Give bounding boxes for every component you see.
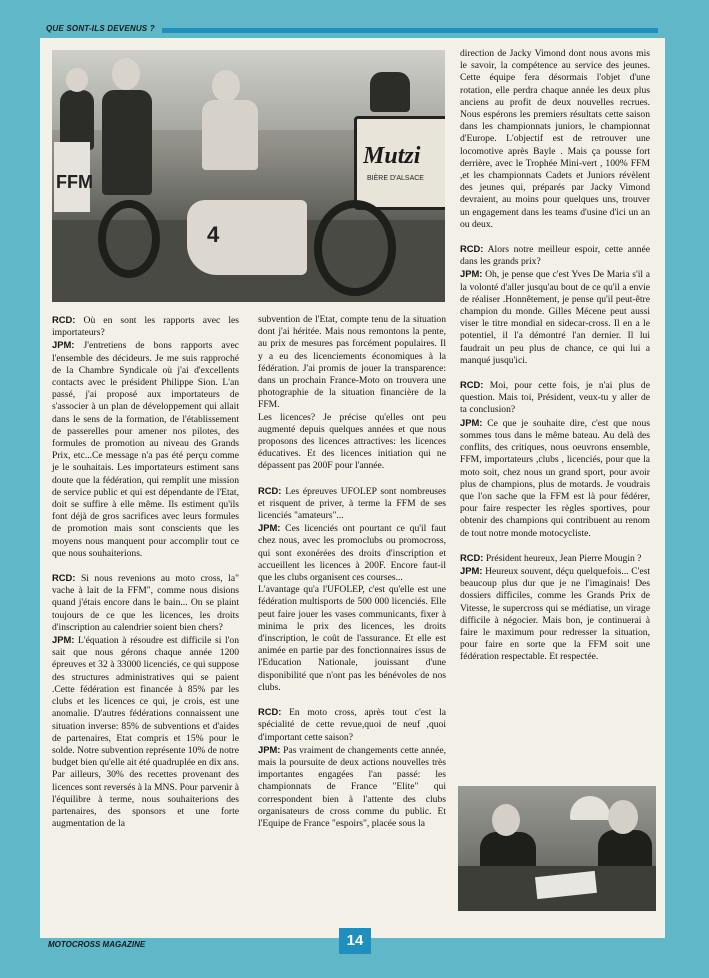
speaker-label: JPM: [52,339,75,351]
text-column-3 [460,48,650,676]
speaker-label: JPM: [460,564,483,576]
speaker-label: RCD: [52,314,76,325]
front-wheel [98,200,160,278]
speaker-label: RCD: [460,379,484,391]
spectator-head [66,68,88,92]
paragraph [460,379,650,417]
speaker-label: RCD: [52,572,76,584]
paragraph-text: Moi, pour cette fois, je n'ai plus de question. Mais toi, Président, veux-tu y aller de ta conclusion? [460,380,650,416]
paragraph [52,339,239,560]
passenger-figure [202,100,258,170]
paragraph-text: Les épreuves UFOLEP sont nombreuses et risquent de priver, à terme la FFM de ses licenciés "amateurs"... [258,485,446,522]
speaker-label: JPM: [460,268,483,280]
paragraph [460,268,650,367]
paragraph-text: Où en sont les rapports avec les importateurs? [52,315,239,339]
speaker-label: JPM: [258,743,281,755]
paragraph [258,522,446,694]
sidecar-body [187,200,307,275]
paragraph [52,634,239,830]
paragraph-text: Si nous revenions au moto cross, la" vache à lait de la FFM", comme nous disions quand j'étais encore dans le bain... On se plaint toujours de ce que les licences, les droits d'inscription au calendrier soient bien chers? [52,573,240,633]
office-photo [458,786,656,911]
sidecar-number: 4 [207,222,220,247]
paragraph-text: Ce que je souhaite dire, c'est que nous sommes tous dans le même bateau. Au delà des conflits, des critiques, nous oeuvrons ensemble, FFM, importateurs ,clubs , licenciés, pour que la moto soit, chez nous un grand sport, pour avoir plus de champions, plus de motards. Je voudrais que l'on sache que la FFM est là pour fédérer, pour faire respecter les règles sportives, pour obtenir des champions qui contribuent au renom de tout notre monde motocycliste. [460,417,650,539]
paragraph [460,243,650,268]
section-title: QUE SONT-ILS DEVENUS ? [46,24,155,33]
paragraph-text: Ces licenciés ont pourtant ce qu'il faut chez nous, avec les promoclubs ou promocross, qui sont exonérées des droits d'inscription et accueillent les licences à 200F. Encore faut-il que les clubs organisent ces courses... L'avantage qu'a l'UFOLEP, c'est qu'elle est une fédération multisports de 500 000 licenciés. Elle peut faire jouer les vases communicants, fixer à minima le prix des licences, les droits d'inscription, le coût de l'assurance. Et elle est animée en partie par des fonctionnaires issus de l'Education Nationale, jouissant d'une disponibilité que n'ont pas les bénévoles de nos clubs. [258,523,446,693]
magazine-name: MOTOCROSS MAGAZINE [48,940,146,949]
man-right-head [608,800,638,834]
page-number: 14 [339,928,371,954]
magazine-page [40,38,665,938]
speaker-label: JPM: [52,634,75,646]
text-column-1 [52,314,239,842]
ffm-banner-text: FFM [56,172,93,192]
paragraph [460,552,650,565]
sidecar-photo [52,50,445,302]
text-column-2 [258,314,446,842]
page-header [46,24,658,38]
speaker-label: RCD: [460,551,484,563]
paragraph [460,48,650,231]
paragraph [460,565,650,664]
background-figure [370,72,410,112]
paragraph [258,706,446,744]
rider-head [112,58,140,90]
paragraph [460,417,650,540]
paragraph-text: subvention de l'Etat, compte tenu de la situation dont j'ai héritée. Mais nous remontons la pente, au prix de mesures pas forcément populaires. Il y a eu des licenciements économiques à la fédération. J'ai promis de jouer la transparence: dans un prochain France-Moto on trouvera une photographie de la situation financière de la FFM. Les licences? Je précise qu'elles ont peu augmenté depuis quelques années et que nous proposons des licences attractives: les licences éducatives. Et des licences initiation qui ne dépassent pas 200F pour l'année. [258,314,446,472]
desk-lamp [570,796,610,820]
paragraph [258,485,446,523]
rider-figure [102,90,152,195]
speaker-label: RCD: [460,243,484,255]
paragraph-text: J'entretiens de bons rapports avec l'ensemble des décideurs. Je me suis rapproché de la Chambre Syndicale où j'ai d'excellents contacts avec le président Philippe Sion. L'an passé, j'ai proposé aux importateurs de s'associer à un plan de développement qui allait dans le sens de la formation, de l'établissement de passerelles pour amener nos pilotes, des formules de promotion au niveau des Grands Prix, etc...Ce message n'a pas été perçu comme je le souhaitais. Les importateurs estiment sans doute que la fédération, qui remplit une mission de service public et qui est dépendante de l'Etat, doit se suffire à elle même. Ils estiment qu'ils font déjà de gros sacrifices avec leurs formules de promotion mais sont conscients que les moyens nous manquent pour accomplir tout ce que nous souhaiterions. [52,340,239,559]
paragraph-text: Alors notre meilleur espoir, cette année dans les grands prix? [460,244,650,268]
paragraph-text: Président heureux, Jean Pierre Mougin ? [485,552,642,564]
rear-wheel [314,200,396,296]
speaker-label: RCD: [258,484,282,496]
speaker-label: JPM: [258,522,281,534]
sponsor-sign [354,116,445,210]
paragraph-text: Heureux souvent, déçu quelquefois... C'est beaucoup plus dur que je ne l'imaginais! Des dossiers difficiles, comme les Grands Prix de Vitesse, le supercross qui se médiatise, un virage difficile à négocier. Mais bon, je continuerai à faire le maximum pour redresser la situation, pour faire en sorte que la FFM soit une fédération respectable. Et respectée. [460,565,651,663]
ffm-banner [54,142,93,212]
passenger-head [212,70,240,102]
spectator-figure [60,90,94,150]
sign-subtitle: BIÈRE D'ALSACE [367,175,424,182]
speaker-label: JPM: [460,416,483,428]
paragraph-text: En moto cross, après tout c'est la spécialité de cette revue,quoi de neuf ,quoi d'important cette saison? [258,707,446,743]
paragraph [52,572,239,634]
man-left-head [492,804,520,836]
header-rule [162,28,658,33]
paragraph-text: L'équation à résoudre est difficile si l'on sait que nous gérons chaque année 1200 épreuves et 32 à 33000 licenciés, ce qui suppose des structures administratives qui se paient .Cette fédération est financée à 85% par les clubs et les licences ce qui, je crois, est une anomalie. D'autres fédérations connaissent une situation inverse: 85% de subventions et d'aides de partenaires, Etat compris et 15% pour le solde. Notre subvention représente 10% de notre budget bien qu'elle ait été quadruplée en dix ans. Par ailleurs, 30% des recettes provenant des licences sont reversés à la MNS. Pour parvenir à l'équilibre à terme, nous souhaiterions des partenaires, des sponsors et une forte augmentation de la [52,635,239,830]
paragraph-text: Oh, je pense que c'est Yves De Maria s'il a la volonté d'aller jusqu'au bout de ce qu'il a envie de réaliser .Honnêtement, je pense qu'il peut-être champion du monde. Gilles Mécene peut aussi viser le titre mondial en sidecar-cross. Il en a le potentiel, il l'a démontré l'an dernier. Il lui faudrait un peu plus de chance, ce qui lui a manqué jusqu'ici. [460,269,650,366]
speaker-label: RCD: [258,706,282,718]
paragraph [52,314,239,339]
paragraph-text: Pas vraiment de changements cette année, mais la poursuite de deux actions nouvelles très importantes engagées l'an passé: les championnats de France "Elite" qui correspondent bien à l'attente des clubs organisateurs de cross comme du public. Et l'Equipe de France "espoirs", placée sous la [258,744,446,829]
sign-brand: Mutzi [363,143,421,169]
paragraph [258,744,446,830]
paragraph [258,314,446,473]
paragraph-text: direction de Jacky Vimond dont nous avons mis le savoir, la compétence au service des jeunes. Cette équipe fera désormais l'objet d'une rotation, elle perdra chaque année les deux plus anciens au profit de deux nouvelles recrues. Nous espérons les premiers résultats cette saison dans les championnats juniors, le championnat d'Europe. L'objectif est de retrouver une locomotive après Bayle . Mais ça pousse fort derrière, avec le Trophée Mini-vert , 100% FFM ,et les championnats Cadets et Juniors révèlent des jeunes qui, préparés par Jacky Vimond devraient, au moins pour quelques uns, trouver un engagement dans les teams d'usine d'ici un an ou deux. [460,48,650,230]
